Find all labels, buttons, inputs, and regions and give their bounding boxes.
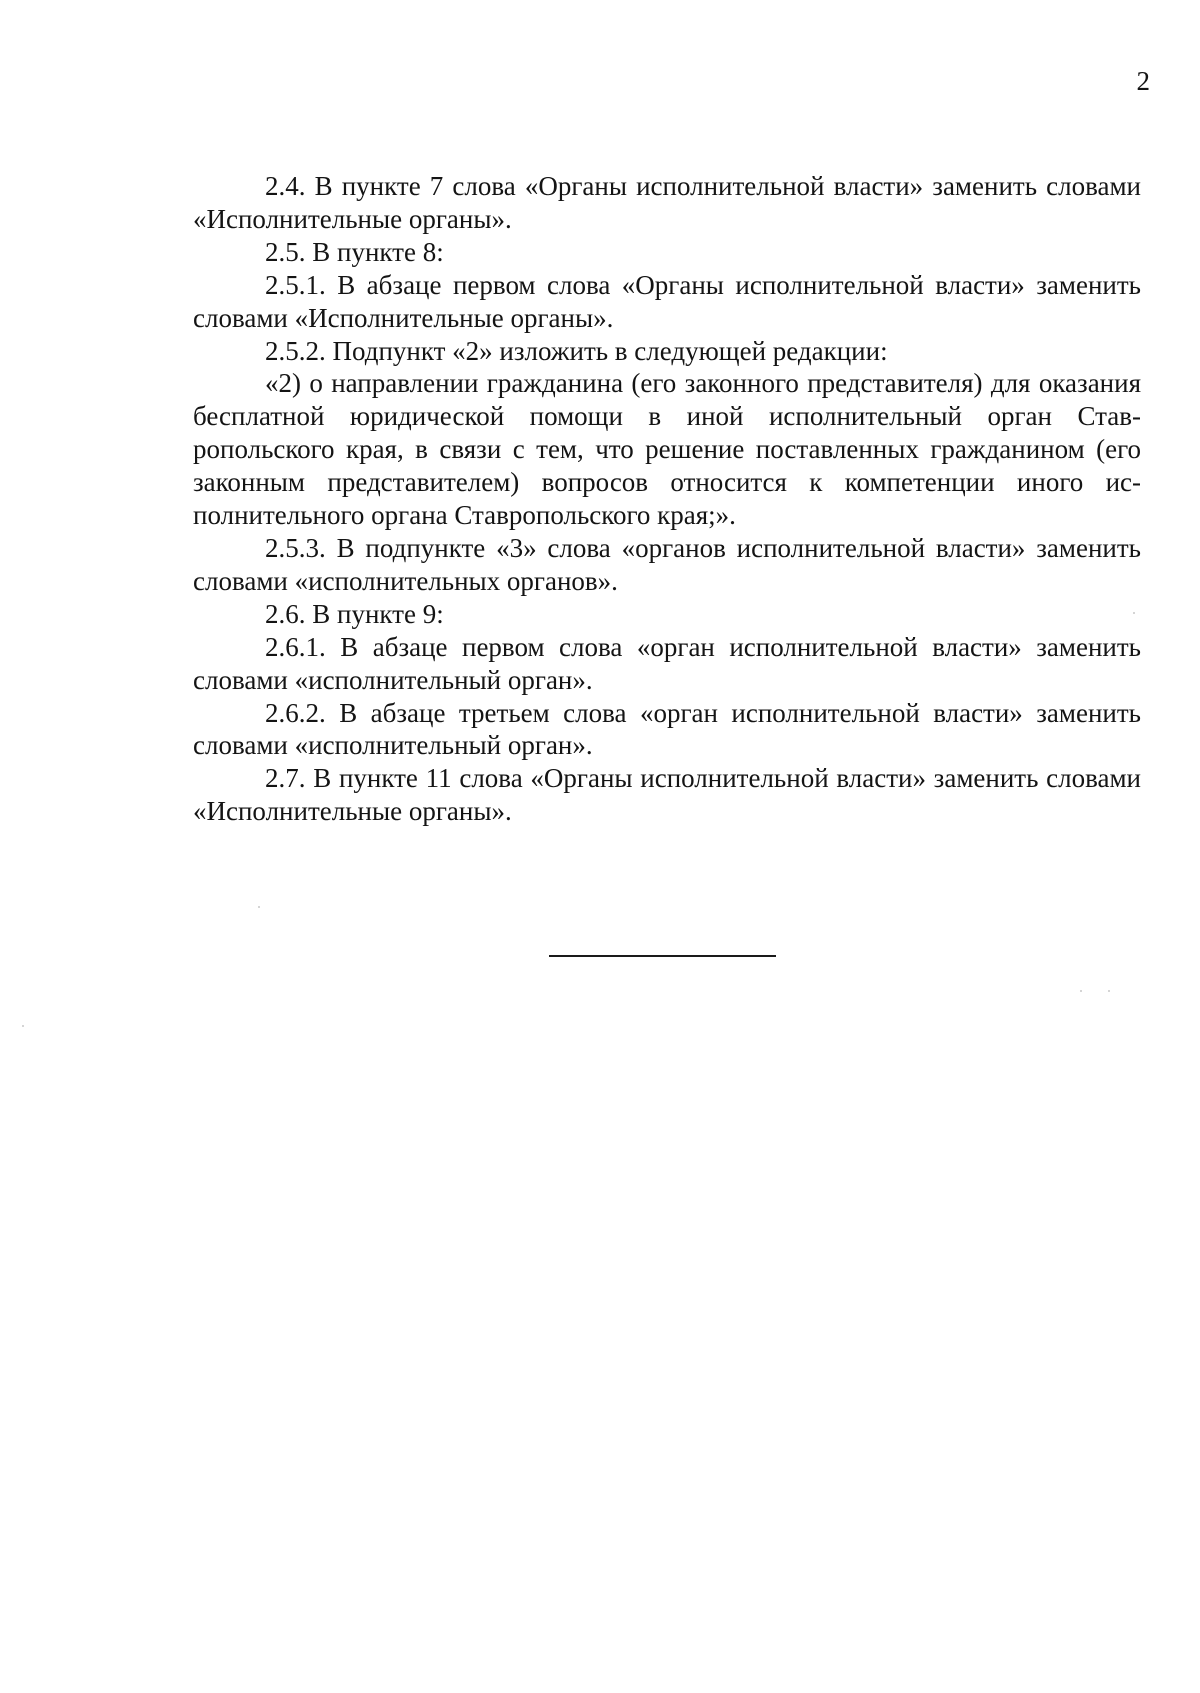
paragraph-2-6-1: 2.6.1. В абзаце первом слова «орган исполнительной власти» заменить словами «исполнительный орган». bbox=[193, 631, 1141, 695]
page-number: 2 bbox=[1136, 66, 1150, 96]
paragraph-2-5-3: 2.5.3. В подпункте «3» слова «органов исполнительной власти» заменить словами «исполнительных органов». bbox=[193, 532, 1141, 596]
paragraph-2-5: 2.5. В пункте 8: bbox=[265, 236, 444, 267]
scan-speck bbox=[258, 906, 260, 908]
scan-speck bbox=[22, 1025, 24, 1027]
paragraph-2-6-2: 2.6.2. В абзаце третьем слова «орган исполнительной власти» заменить словами «исполнительный орган». bbox=[193, 697, 1141, 761]
paragraph-2-4: 2.4. В пункте 7 слова «Органы исполнительной власти» заменить словами «Исполнительные органы». bbox=[193, 171, 1141, 234]
paragraph-2-7: 2.7. В пункте 11 слова «Органы исполнительной власти» заменить словами «Исполнительные органы». bbox=[193, 763, 1141, 827]
scan-speck bbox=[1133, 612, 1135, 614]
scan-speck bbox=[1080, 990, 1082, 992]
paragraph-2-6: 2.6. В пункте 9: bbox=[265, 598, 444, 629]
scan-speck bbox=[1108, 990, 1110, 992]
document-body bbox=[193, 170, 1141, 828]
paragraph-quoted-subitem-2: «2) о направлении гражданина (его законного представителя) для оказания бесплатной юридической помощи в иной исполнительный орган Ставропольского края, в связи с тем, что решение поставленных гражданином (его законным представителем) вопросов относится к компетенции иного исполнительного органа Ставропольского края;». bbox=[193, 368, 1141, 531]
paragraph-2-5-1: 2.5.1. В абзаце первом слова «Органы исполнительной власти» заменить словами «Исполнительные органы». bbox=[193, 269, 1141, 333]
closing-divider bbox=[549, 955, 776, 957]
paragraph-2-5-2: 2.5.2. Подпункт «2» изложить в следующей редакции: bbox=[265, 335, 888, 366]
